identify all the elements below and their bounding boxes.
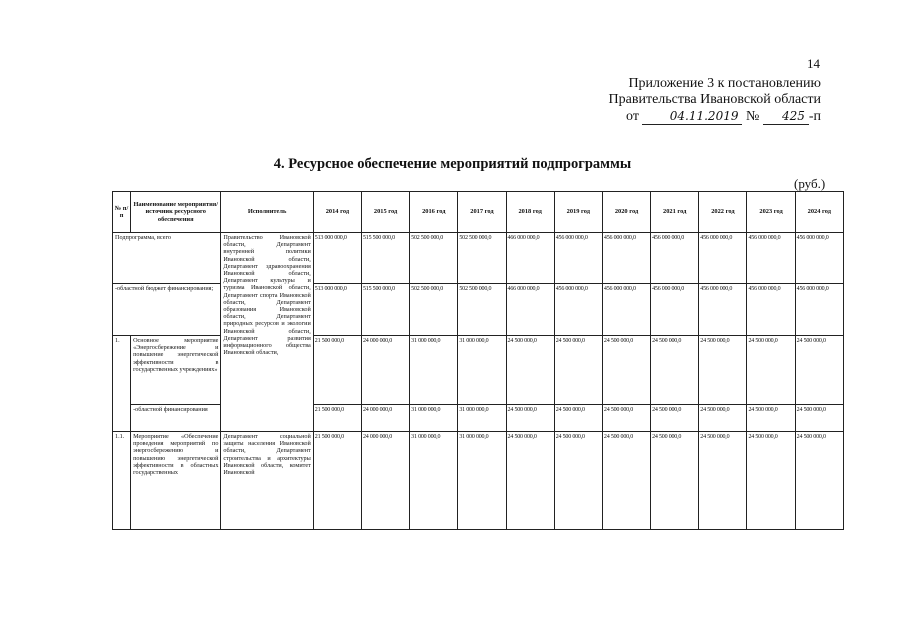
value-cell: 21 500 000,0 (313, 336, 361, 405)
row-name: Мероприятие «Обеспечение проведения мероприятий по энергосбережению и повышению энергетической эффективности в областных государственных (131, 432, 221, 530)
header-year: 2020 год (602, 192, 650, 233)
value-cell: 24 500 000,0 (554, 405, 602, 432)
unit-label: (руб.) (794, 176, 826, 191)
page-title: 4. Ресурсное обеспечение мероприятий подпрограммы (273, 156, 632, 172)
value-cell: 456 000 000,0 (747, 233, 795, 284)
from-label: от (626, 109, 639, 124)
resource-table (112, 191, 844, 530)
header-year: 2019 год (554, 192, 602, 233)
value-cell: 24 500 000,0 (747, 432, 795, 530)
value-cell: 513 000 000,0 (313, 233, 361, 284)
value-cell: 456 000 000,0 (602, 284, 650, 336)
executor-cell: Правительство Ивановской области, Департамент внутренней политики Ивановской области, Департамент здравоохранения Ивановской области, Департамент культуры и туризма Ивановской области, Департамент спорта Ивановской области, Департамент образования Ивановской области, Департамент природных ресурсов и экологии Ивановской области, Департамент развития информационного общества Ивановской области, (221, 233, 313, 432)
value-cell: 24 500 000,0 (795, 432, 843, 530)
table-row (113, 432, 844, 530)
value-cell: 456 000 000,0 (602, 233, 650, 284)
appendix-line-2: Правительства Ивановской области (608, 92, 821, 107)
value-cell: 502 500 000,0 (458, 233, 506, 284)
value-cell: 502 500 000,0 (410, 233, 458, 284)
value-cell: 456 000 000,0 (554, 284, 602, 336)
header-year: 2018 год (506, 192, 554, 233)
row-number: 1. (113, 336, 131, 432)
value-cell: 24 500 000,0 (747, 336, 795, 405)
value-cell: 31 000 000,0 (458, 336, 506, 405)
value-cell: 24 500 000,0 (699, 405, 747, 432)
value-cell: 21 500 000,0 (313, 405, 361, 432)
table-header-row (113, 192, 844, 233)
row-number: 1.1. (113, 432, 131, 530)
value-cell: 24 500 000,0 (747, 405, 795, 432)
value-cell: 456 000 000,0 (795, 284, 843, 336)
value-cell: 24 500 000,0 (602, 336, 650, 405)
header-year: 2021 год (651, 192, 699, 233)
value-cell: 24 500 000,0 (699, 432, 747, 530)
value-cell: 24 500 000,0 (651, 432, 699, 530)
value-cell: 456 000 000,0 (699, 284, 747, 336)
value-cell: 31 000 000,0 (410, 405, 458, 432)
row-name: -областной финансирования (131, 405, 221, 432)
value-cell: 456 000 000,0 (795, 233, 843, 284)
value-cell: 466 000 000,0 (506, 284, 554, 336)
value-cell: 456 000 000,0 (651, 233, 699, 284)
value-cell: 513 000 000,0 (313, 284, 361, 336)
row-name: Подпрограмма, всего (113, 233, 221, 284)
value-cell: 502 500 000,0 (410, 284, 458, 336)
header-year: 2014 год (313, 192, 361, 233)
value-cell: 24 000 000,0 (361, 432, 409, 530)
value-cell: 24 000 000,0 (361, 405, 409, 432)
value-cell: 466 000 000,0 (506, 233, 554, 284)
value-cell: 24 500 000,0 (795, 405, 843, 432)
value-cell: 515 500 000,0 (361, 233, 409, 284)
header-executor: Исполнитель (221, 192, 313, 233)
value-cell: 21 500 000,0 (313, 432, 361, 530)
header-year: 2017 год (458, 192, 506, 233)
handwritten-date: 04.11.2019 (642, 108, 742, 125)
value-cell: 31 000 000,0 (458, 405, 506, 432)
value-cell: 31 000 000,0 (410, 432, 458, 530)
value-cell: 24 500 000,0 (651, 405, 699, 432)
table-row (113, 233, 844, 284)
header-year: 2022 год (699, 192, 747, 233)
value-cell: 456 000 000,0 (747, 284, 795, 336)
header-year: 2023 год (747, 192, 795, 233)
number-label: № (745, 109, 760, 124)
value-cell: 24 500 000,0 (506, 432, 554, 530)
value-cell: 31 000 000,0 (458, 432, 506, 530)
value-cell: 31 000 000,0 (410, 336, 458, 405)
header-name: Наименование мероприятия/источник ресурсного обеспечения (131, 192, 221, 233)
value-cell: 456 000 000,0 (651, 284, 699, 336)
appendix-line-3 (609, 108, 821, 125)
value-cell: 24 500 000,0 (506, 336, 554, 405)
header-year: 2024 год (795, 192, 843, 233)
row-name: -областной бюджет финансирования; (113, 284, 221, 336)
handwritten-number: 425 (763, 108, 809, 125)
appendix-header (609, 76, 821, 125)
value-cell: 24 500 000,0 (651, 336, 699, 405)
appendix-line-1: Приложение 3 к постановлению (628, 76, 821, 91)
value-cell: 24 500 000,0 (554, 432, 602, 530)
row-name: Основное мероприятие «Энергосбережение и повышение энергетической эффективности в государственных учреждениях» (131, 336, 221, 405)
value-cell: 502 500 000,0 (458, 284, 506, 336)
value-cell: 24 500 000,0 (602, 432, 650, 530)
page-number: 14 (807, 56, 820, 71)
number-suffix: -п (808, 109, 821, 124)
value-cell: 456 000 000,0 (699, 233, 747, 284)
value-cell: 456 000 000,0 (554, 233, 602, 284)
value-cell: 24 500 000,0 (506, 405, 554, 432)
header-num: № п/п (113, 192, 131, 233)
value-cell: 24 500 000,0 (554, 336, 602, 405)
value-cell: 24 500 000,0 (699, 336, 747, 405)
value-cell: 24 500 000,0 (795, 336, 843, 405)
value-cell: 515 500 000,0 (361, 284, 409, 336)
header-year: 2015 год (361, 192, 409, 233)
value-cell: 24 500 000,0 (602, 405, 650, 432)
value-cell: 24 000 000,0 (361, 336, 409, 405)
executor-cell-continued: Департамент социальной защиты населения Ивановской области, Департамент строительства и архитектуры Ивановской области, комитет Ивановской (221, 432, 313, 530)
header-year: 2016 год (410, 192, 458, 233)
